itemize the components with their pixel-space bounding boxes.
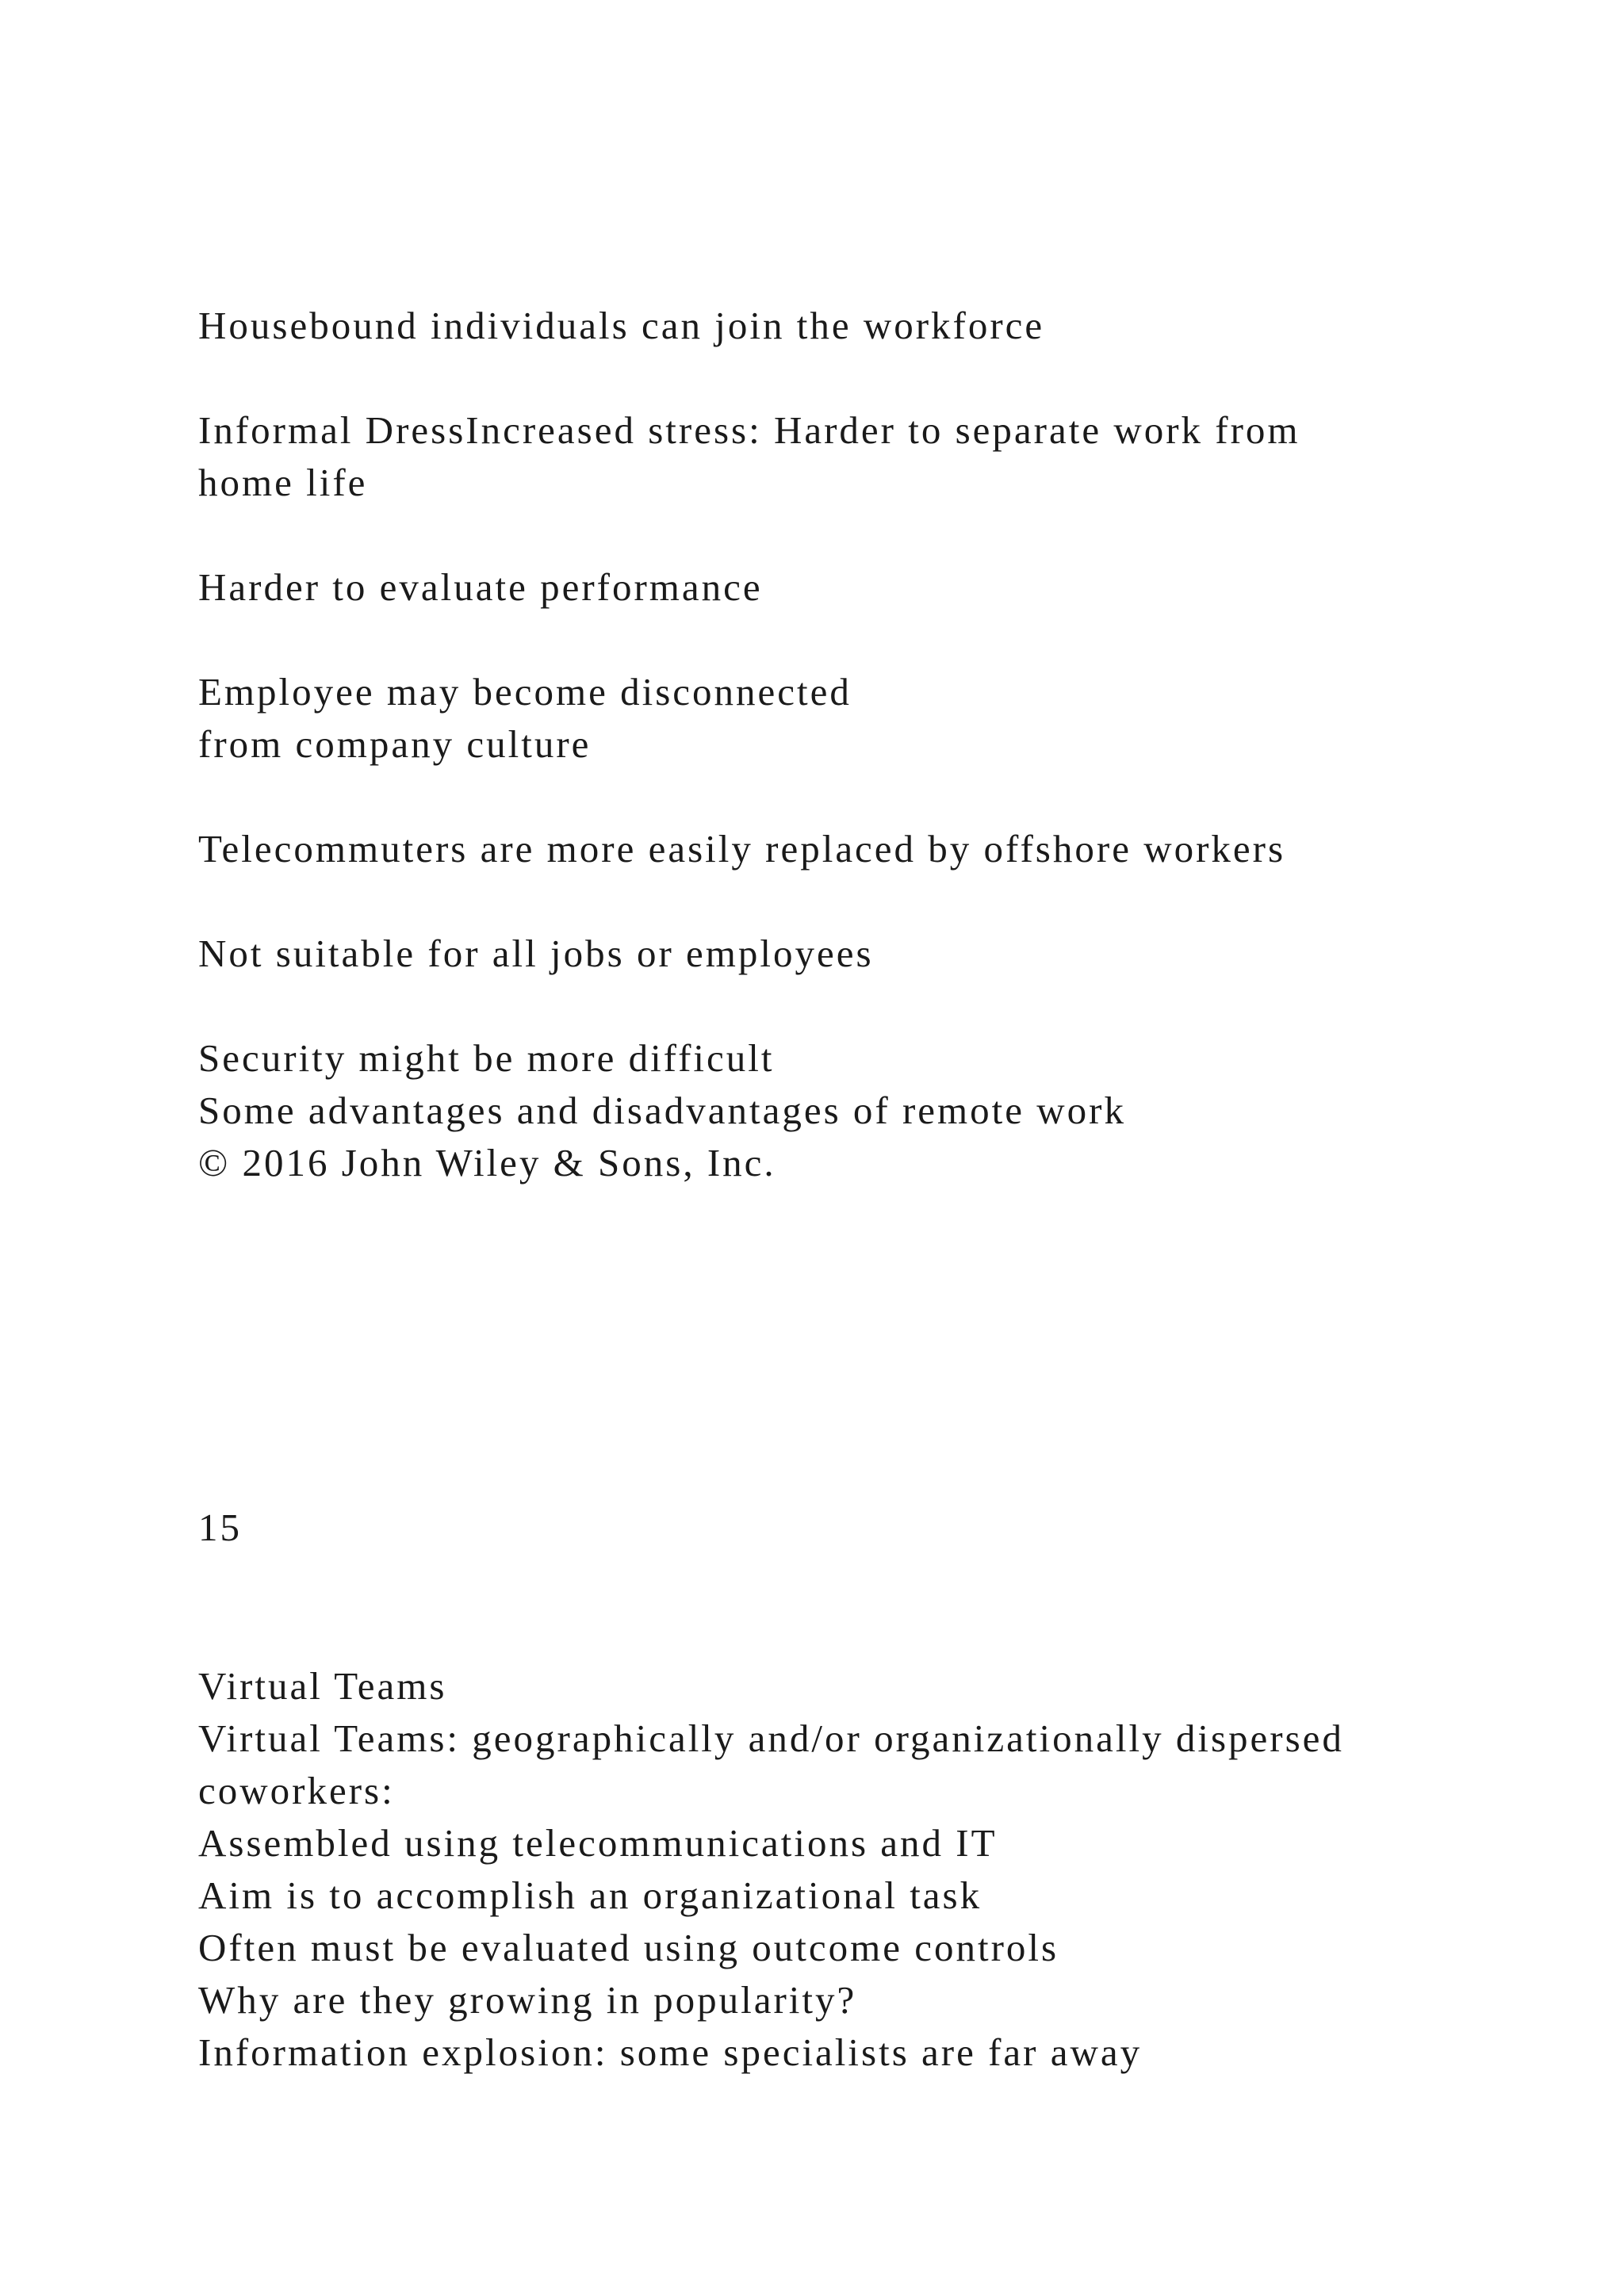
text-line-definition: Virtual Teams: geographically and/or organizationally dispersed (198, 1716, 1344, 1760)
text-line-assembled: Assembled using telecommunications and IT (198, 1821, 998, 1865)
text-line-outcome-controls: Often must be evaluated using outcome controls (198, 1926, 1059, 1969)
text-line-coworkers: coworkers: (198, 1769, 395, 1812)
text-line-evaluate-performance: Harder to evaluate performance (198, 565, 763, 609)
text-line-security: Security might be more difficult (198, 1036, 775, 1080)
text-line-company-culture: from company culture (198, 722, 592, 766)
text-line-housebound: Housebound individuals can join the workforce (198, 304, 1045, 347)
text-line-disconnected: Employee may become disconnected (198, 670, 852, 714)
copyright-notice: © 2016 John Wiley & Sons, Inc. (198, 1141, 776, 1184)
figure-caption: Some advantages and disadvantages of remote work (198, 1089, 1126, 1132)
text-line-not-suitable: Not suitable for all jobs or employees (198, 932, 874, 975)
text-line-aim: Aim is to accomplish an organizational task (198, 1873, 982, 1917)
text-line-home-life: home life (198, 461, 368, 504)
text-line-popularity: Why are they growing in popularity? (198, 1978, 857, 2022)
section-title: Virtual Teams (198, 1664, 447, 1708)
text-line-informal-dress: Informal DressIncreased stress: Harder to separate work from (198, 408, 1300, 452)
text-line-offshore: Telecommuters are more easily replaced by offshore workers (198, 827, 1286, 871)
slide-number: 15 (198, 1506, 242, 1549)
text-line-information-explosion: Information explosion: some specialists are far away (198, 2030, 1143, 2074)
